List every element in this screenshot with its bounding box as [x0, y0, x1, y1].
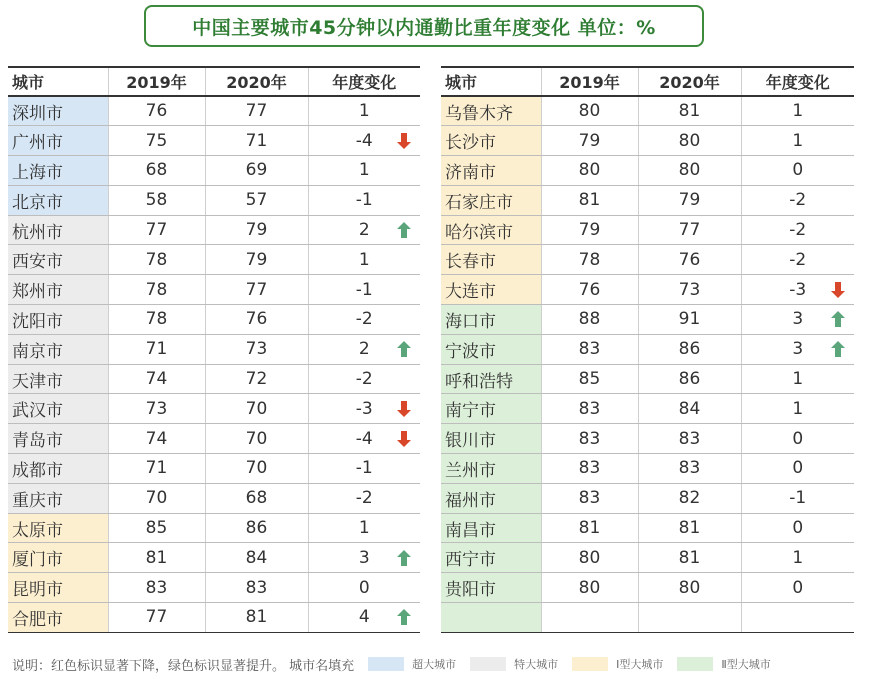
value-2020: 91	[638, 305, 741, 335]
value-2020: 86	[638, 334, 741, 364]
value-2019: 88	[541, 305, 638, 335]
change-cell	[741, 543, 854, 573]
table-row	[8, 185, 420, 215]
legend-swatch	[368, 657, 404, 671]
change-value: -2	[789, 190, 807, 211]
value-2020: 70	[205, 394, 308, 424]
value-2019: 80	[541, 96, 638, 126]
table-row	[8, 156, 420, 186]
table-row	[8, 454, 420, 484]
legend-label: 特大城市	[514, 658, 559, 671]
change-value: 2	[358, 339, 370, 360]
table-row	[441, 543, 854, 573]
change-value: -1	[355, 279, 373, 300]
table-row	[441, 245, 854, 275]
value-2019: 85	[108, 513, 205, 543]
city-name: 重庆市	[8, 483, 108, 513]
value-2019: 77	[108, 215, 205, 245]
value-2019: 83	[541, 454, 638, 484]
arrow-up-icon	[396, 608, 412, 626]
city-name: 宁波市	[441, 334, 541, 364]
table-row	[441, 275, 854, 305]
change-cell	[741, 483, 854, 513]
header-change: 年度变化	[308, 67, 420, 96]
city-name: 西安市	[8, 245, 108, 275]
table-row	[441, 603, 854, 633]
change-value: 0	[358, 577, 370, 598]
table-row	[8, 275, 420, 305]
value-2019: 74	[108, 424, 205, 454]
value-2020: 79	[205, 215, 308, 245]
table-row	[441, 513, 854, 543]
city-name: 大连市	[441, 275, 541, 305]
header-2019: 2019年	[541, 67, 638, 96]
value-2019: 70	[108, 483, 205, 513]
city-name: 哈尔滨市	[441, 215, 541, 245]
value-2019: 73	[108, 394, 205, 424]
arrow-down-icon	[830, 281, 846, 299]
table-row	[8, 245, 420, 275]
city-name: 长沙市	[441, 126, 541, 156]
table-row	[441, 156, 854, 186]
table-row	[8, 96, 420, 126]
value-2020: 57	[205, 185, 308, 215]
change-cell	[308, 305, 420, 335]
legend-label: Ⅱ型大城市	[721, 658, 771, 671]
change-cell	[308, 364, 420, 394]
change-value: 1	[792, 130, 804, 151]
value-2019: 71	[108, 454, 205, 484]
table-row	[441, 185, 854, 215]
table-row	[441, 215, 854, 245]
value-2020: 69	[205, 156, 308, 186]
value-2020: 80	[638, 126, 741, 156]
change-value: -3	[355, 398, 373, 419]
header-city: 城市	[8, 67, 108, 96]
value-2020: 86	[205, 513, 308, 543]
change-value: 0	[792, 428, 804, 449]
change-cell	[308, 156, 420, 186]
table-row	[441, 573, 854, 603]
change-value: 0	[792, 160, 804, 181]
table-row	[8, 483, 420, 513]
value-2020: 77	[638, 215, 741, 245]
value-2020: 68	[205, 483, 308, 513]
value-2020: 81	[638, 513, 741, 543]
change-cell	[741, 245, 854, 275]
table-row	[8, 513, 420, 543]
change-cell	[308, 334, 420, 364]
city-name: 青岛市	[8, 424, 108, 454]
table-row	[8, 603, 420, 633]
change-cell	[741, 334, 854, 364]
value-2019: 83	[541, 424, 638, 454]
change-cell	[741, 513, 854, 543]
arrow-down-icon	[396, 400, 412, 418]
right-table	[441, 66, 854, 633]
value-2020: 76	[638, 245, 741, 275]
arrow-down-icon	[396, 430, 412, 448]
value-2019: 78	[108, 275, 205, 305]
city-name: 乌鲁木齐	[441, 96, 541, 126]
change-value: -3	[789, 279, 807, 300]
value-2019: 80	[541, 156, 638, 186]
change-value: 1	[358, 249, 370, 270]
value-2020: 76	[205, 305, 308, 335]
value-2019: 83	[541, 394, 638, 424]
value-2019: 79	[541, 215, 638, 245]
change-cell	[741, 275, 854, 305]
value-2020: 79	[638, 185, 741, 215]
value-2020: 71	[205, 126, 308, 156]
footer-legend	[12, 654, 872, 674]
change-value: 0	[792, 518, 804, 539]
city-name: 厦门市	[8, 543, 108, 573]
change-value: 2	[358, 220, 370, 241]
change-value: 1	[792, 547, 804, 568]
city-name: 济南市	[441, 156, 541, 186]
value-2019: 78	[108, 305, 205, 335]
legend-label: Ⅰ型大城市	[616, 658, 664, 671]
city-name: 南昌市	[441, 513, 541, 543]
table-row	[8, 573, 420, 603]
chart-title: 中国主要城市45分钟以内通勤比重年度变化 单位：%	[144, 5, 704, 47]
header-change: 年度变化	[741, 67, 854, 96]
value-2020: 73	[205, 334, 308, 364]
change-cell	[308, 126, 420, 156]
header-2020: 2020年	[205, 67, 308, 96]
change-cell	[741, 126, 854, 156]
value-2019: 75	[108, 126, 205, 156]
change-cell	[741, 573, 854, 603]
city-name: 杭州市	[8, 215, 108, 245]
arrow-up-icon	[396, 340, 412, 358]
value-2020: 83	[638, 424, 741, 454]
city-name: 成都市	[8, 454, 108, 484]
footer-note: 说明：红色标识显著下降，绿色标识显著提升。 城市名填充	[12, 658, 355, 674]
change-value: 4	[358, 607, 370, 628]
table-row	[8, 364, 420, 394]
city-name: 南宁市	[441, 394, 541, 424]
change-value: 1	[358, 101, 370, 122]
header-2020: 2020年	[638, 67, 741, 96]
value-2020: 81	[638, 543, 741, 573]
value-2019: 78	[541, 245, 638, 275]
change-value: -2	[355, 309, 373, 330]
change-cell	[741, 96, 854, 126]
value-2019: 81	[108, 543, 205, 573]
city-name: 广州市	[8, 126, 108, 156]
change-cell	[308, 185, 420, 215]
value-2020: 77	[205, 275, 308, 305]
value-2019: 79	[541, 126, 638, 156]
city-name: 银川市	[441, 424, 541, 454]
table-row	[441, 483, 854, 513]
city-name: 沈阳市	[8, 305, 108, 335]
value-2019: 83	[541, 334, 638, 364]
city-name: 贵阳市	[441, 573, 541, 603]
table-row	[8, 126, 420, 156]
city-name: 海口市	[441, 305, 541, 335]
value-2019: 85	[541, 364, 638, 394]
value-2019: 76	[108, 96, 205, 126]
change-value: 0	[792, 458, 804, 479]
change-cell	[308, 275, 420, 305]
change-cell	[741, 424, 854, 454]
legend-item-super	[368, 656, 456, 672]
value-2019: 71	[108, 334, 205, 364]
change-cell	[308, 394, 420, 424]
change-cell	[308, 573, 420, 603]
value-2019	[541, 603, 638, 633]
change-cell	[308, 454, 420, 484]
legend-item-big1	[572, 656, 663, 672]
arrow-up-icon	[830, 340, 846, 358]
legend-swatch	[470, 657, 506, 671]
table-row	[441, 126, 854, 156]
header-2019: 2019年	[108, 67, 205, 96]
city-name: 太原市	[8, 513, 108, 543]
left-table	[8, 66, 420, 633]
city-name: 深圳市	[8, 96, 108, 126]
change-value: -2	[355, 488, 373, 509]
legend-item-mega	[470, 656, 558, 672]
legend-label: 超大城市	[412, 658, 457, 671]
arrow-up-icon	[830, 310, 846, 328]
value-2019: 80	[541, 573, 638, 603]
value-2019: 68	[108, 156, 205, 186]
change-value: -2	[789, 220, 807, 241]
header-row	[8, 67, 420, 96]
change-value: -4	[355, 428, 373, 449]
value-2020: 80	[638, 573, 741, 603]
city-name: 兰州市	[441, 454, 541, 484]
change-cell	[308, 483, 420, 513]
change-value: 1	[792, 101, 804, 122]
change-cell	[741, 305, 854, 335]
arrow-up-icon	[396, 549, 412, 567]
change-cell	[308, 96, 420, 126]
table-row	[8, 394, 420, 424]
table-row	[441, 96, 854, 126]
value-2019: 58	[108, 185, 205, 215]
value-2019: 80	[541, 543, 638, 573]
city-name: 西宁市	[441, 543, 541, 573]
change-cell	[741, 185, 854, 215]
value-2020: 73	[638, 275, 741, 305]
change-value: -1	[789, 488, 807, 509]
table-row	[441, 305, 854, 335]
value-2019: 78	[108, 245, 205, 275]
change-value: -1	[355, 458, 373, 479]
value-2020: 70	[205, 424, 308, 454]
change-value: -4	[355, 130, 373, 151]
change-cell	[741, 603, 854, 633]
table-row	[441, 364, 854, 394]
change-value: 3	[792, 339, 804, 360]
change-value: 0	[792, 577, 804, 598]
arrow-up-icon	[396, 221, 412, 239]
change-value: 1	[358, 160, 370, 181]
value-2020: 83	[638, 454, 741, 484]
city-name: 福州市	[441, 483, 541, 513]
value-2019: 74	[108, 364, 205, 394]
value-2020: 77	[205, 96, 308, 126]
change-cell	[308, 603, 420, 633]
change-value: 1	[792, 398, 804, 419]
value-2020: 83	[205, 573, 308, 603]
value-2019: 77	[108, 603, 205, 633]
city-name: 昆明市	[8, 573, 108, 603]
city-name: 郑州市	[8, 275, 108, 305]
value-2020: 80	[638, 156, 741, 186]
table-row	[441, 424, 854, 454]
city-name: 南京市	[8, 334, 108, 364]
value-2020: 82	[638, 483, 741, 513]
change-value: 1	[358, 518, 370, 539]
change-value: -1	[355, 190, 373, 211]
value-2020: 86	[638, 364, 741, 394]
city-name: 呼和浩特	[441, 364, 541, 394]
value-2019: 83	[541, 483, 638, 513]
change-value: 1	[792, 369, 804, 390]
table-row	[441, 334, 854, 364]
table-row	[8, 334, 420, 364]
change-cell	[741, 364, 854, 394]
city-name	[441, 603, 541, 633]
change-cell	[308, 513, 420, 543]
city-name: 北京市	[8, 185, 108, 215]
table-row	[8, 215, 420, 245]
city-name: 长春市	[441, 245, 541, 275]
city-name: 上海市	[8, 156, 108, 186]
change-value: 3	[358, 547, 370, 568]
legend-swatch	[677, 657, 713, 671]
change-cell	[741, 215, 854, 245]
table-row	[441, 394, 854, 424]
value-2020: 84	[205, 543, 308, 573]
value-2019: 83	[108, 573, 205, 603]
value-2019: 81	[541, 513, 638, 543]
arrow-down-icon	[396, 132, 412, 150]
city-name: 武汉市	[8, 394, 108, 424]
city-name: 石家庄市	[441, 185, 541, 215]
value-2020: 79	[205, 245, 308, 275]
header-city: 城市	[441, 67, 541, 96]
value-2019: 81	[541, 185, 638, 215]
change-value: -2	[355, 369, 373, 390]
legend-swatch	[572, 657, 608, 671]
header-row	[441, 67, 854, 96]
city-name: 天津市	[8, 364, 108, 394]
change-cell	[741, 156, 854, 186]
change-cell	[741, 394, 854, 424]
table-row	[441, 454, 854, 484]
change-cell	[308, 543, 420, 573]
change-cell	[308, 215, 420, 245]
change-cell	[308, 424, 420, 454]
value-2020: 70	[205, 454, 308, 484]
table-row	[8, 424, 420, 454]
change-cell	[741, 454, 854, 484]
value-2020: 81	[205, 603, 308, 633]
legend-item-big2	[677, 656, 770, 672]
value-2020: 81	[638, 96, 741, 126]
value-2020: 84	[638, 394, 741, 424]
change-cell	[308, 245, 420, 275]
change-value: -2	[789, 249, 807, 270]
value-2019: 76	[541, 275, 638, 305]
value-2020: 72	[205, 364, 308, 394]
change-value: 3	[792, 309, 804, 330]
table-row	[8, 543, 420, 573]
value-2020	[638, 603, 741, 633]
city-name: 合肥市	[8, 603, 108, 633]
table-row	[8, 305, 420, 335]
